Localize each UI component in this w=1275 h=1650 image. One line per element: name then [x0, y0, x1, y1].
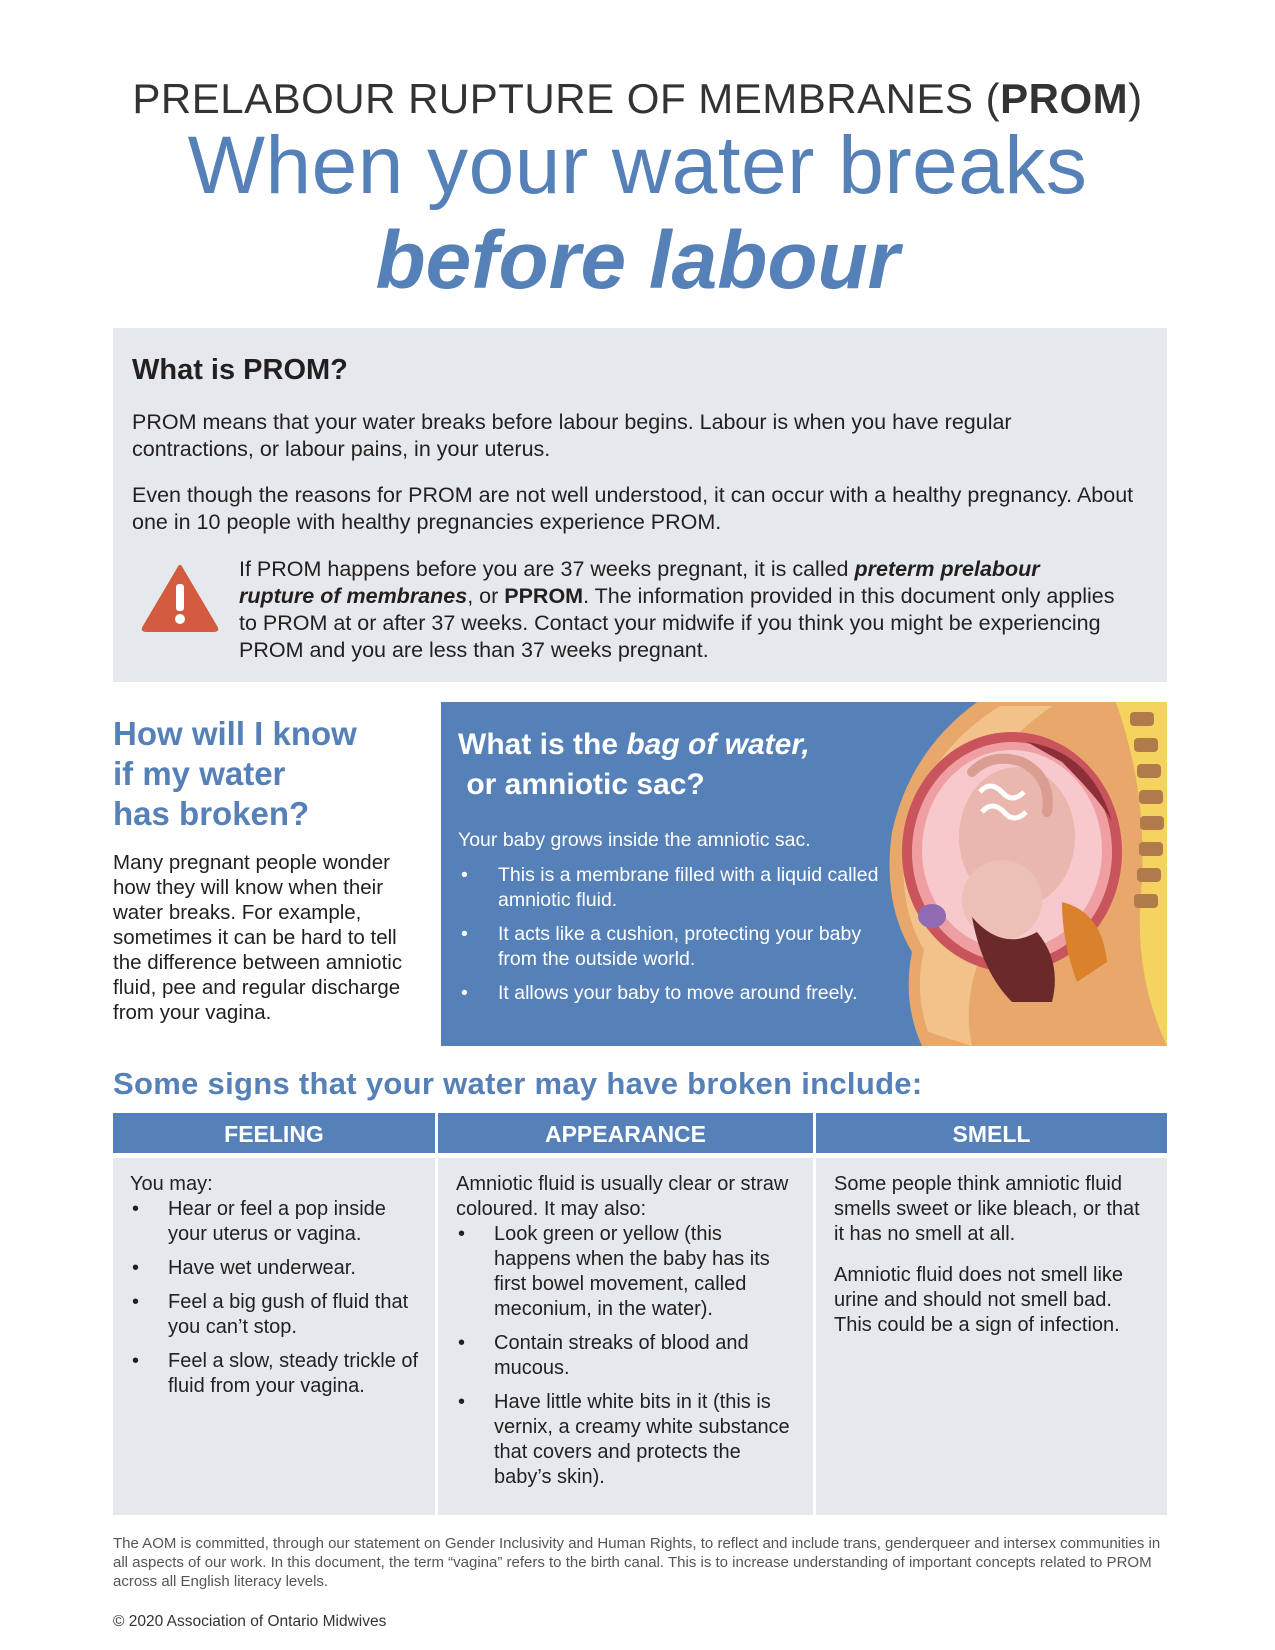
smell-paragraph-2: Amniotic fluid does not smell like urine and should not smell bad. This could be a sign of infection.	[834, 1264, 1124, 1336]
list-item: • This is a membrane filled with a liquid called amniotic fluid.	[458, 863, 898, 913]
title-line-2: before labour	[375, 215, 900, 306]
document-kicker	[0, 75, 1275, 122]
how-will-i-know-body: Many pregnant people wonder how they will know when their water breaks. For example, sometimes it can be hard to tell the difference between amniotic fluid, pee and regular discharge from your vagina.	[113, 851, 403, 1024]
kicker-close: )	[1128, 75, 1143, 122]
how-will-i-know-heading: How will I know if my water has broken?	[113, 715, 357, 832]
prom-frequency-paragraph: Even though the reasons for PROM are not well understood, it can occur with a healthy pregnancy. About one in 10 people with healthy pregnancies experience PROM.	[132, 483, 1134, 534]
list-item: • It acts like a cushion, protecting your baby from the outside world.	[458, 922, 898, 972]
column-header-feeling: FEELING	[113, 1113, 435, 1153]
column-header-smell: SMELL	[816, 1113, 1167, 1153]
list-item: • Contain streaks of blood and mucous.	[456, 1331, 796, 1381]
list-item: • Have little white bits in it (this is vernix, a creamy white substance that covers and protects the baby’s skin).	[456, 1390, 796, 1490]
signs-heading: Some signs that your water may have broken include:	[113, 1066, 923, 1101]
kicker-abbreviation: PROM	[1000, 75, 1129, 122]
list-item: • Feel a slow, steady trickle of fluid from your vagina.	[130, 1349, 420, 1399]
feeling-list	[130, 1197, 420, 1399]
column-body-appearance	[438, 1158, 813, 1515]
amniotic-sac-list	[458, 863, 898, 1015]
list-item: • It allows your baby to move around freely.	[458, 981, 898, 1006]
copyright: © 2020 Association of Ontario Midwives	[113, 1613, 387, 1630]
prom-definition-paragraph: PROM means that your water breaks before labour begins. Labour is when you have regular contractions, or labour pains, in your uterus.	[132, 410, 1012, 461]
column-header-appearance: APPEARANCE	[438, 1113, 813, 1153]
column-body-feeling	[113, 1158, 435, 1515]
warning-triangle-icon	[141, 564, 219, 632]
feeling-intro: You may:	[130, 1173, 213, 1195]
what-is-prom-heading: What is PROM?	[132, 354, 348, 386]
amniotic-sac-heading: What is the bag of water, or amniotic sac?	[458, 728, 810, 801]
list-item: • Hear or feel a pop inside your uterus or vagina.	[130, 1197, 420, 1247]
column-body-smell	[816, 1158, 1167, 1515]
list-item: • Feel a big gush of fluid that you can’t stop.	[130, 1290, 420, 1340]
list-item: • Look green or yellow (this happens when the baby has its first bowel movement, called meconium, in the water).	[456, 1222, 796, 1322]
inclusivity-note: The AOM is committed, through our statement on Gender Inclusivity and Human Rights, to reflect and include trans, genderqueer and intersex communities in all aspects of our work. In this document, the term “vagina” refers to the birth canal. This is to increase understanding of important concepts related to PROM across all English literacy levels.	[113, 1535, 1161, 1590]
amniotic-sac-intro: Your baby grows inside the amniotic sac.	[458, 829, 811, 851]
appearance-list	[456, 1222, 796, 1490]
pprom-warning-text: If PROM happens before you are 37 weeks pregnant, it is called preterm prelabour rupture of membranes, or PPROM. The information provided in this document only applies to PROM at or after 37 weeks. Contact your midwife if you think you might be experiencing PROM and you are less than 37 weeks pregnant.	[239, 557, 1115, 662]
appearance-intro: Amniotic fluid is usually clear or straw coloured. It may also:	[456, 1173, 789, 1220]
kicker-text: PRELABOUR RUPTURE OF MEMBRANES (	[132, 75, 1001, 122]
signs-table	[113, 1113, 1167, 1515]
pregnancy-anatomy-illustration	[862, 702, 1167, 1046]
list-item: • Have wet underwear.	[130, 1256, 420, 1281]
smell-paragraph-1: Some people think amniotic fluid smells sweet or like bleach, or that it has no smell at all.	[834, 1173, 1140, 1245]
title-line-1: When your water breaks	[187, 120, 1088, 211]
